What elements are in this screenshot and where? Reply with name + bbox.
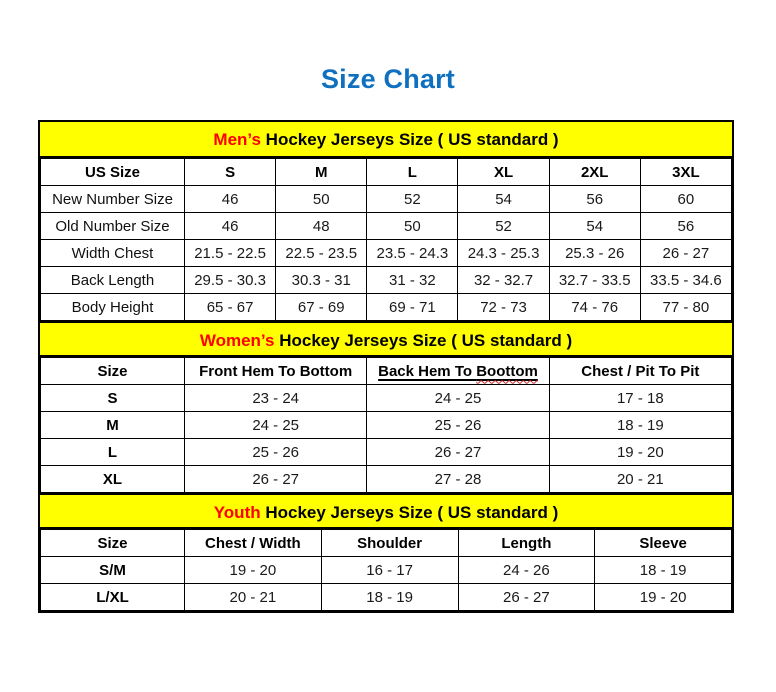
data-cell: 24 - 25 [367,385,549,412]
banner-rest-label: Hockey Jerseys Size ( US standard ) [260,130,559,149]
data-cell: 25 - 26 [367,412,549,439]
table-row [41,213,732,240]
mens-section [40,122,732,321]
table-row [41,584,732,611]
data-cell: 19 - 20 [185,557,322,584]
data-cell: 29.5 - 30.3 [185,267,276,294]
womens-section [40,321,732,493]
misspelled-word: Boottom [476,362,538,380]
data-cell: 24.3 - 25.3 [458,240,549,267]
table-row [41,294,732,321]
data-cell: 50 [276,186,367,213]
header-cell [549,358,731,385]
header-cell [458,530,595,557]
table-row [41,240,732,267]
data-cell: 20 - 21 [185,584,322,611]
data-cell: 46 [185,213,276,240]
banner-highlight-label: Men’s [213,130,261,149]
data-cell: 26 - 27 [185,466,367,493]
row-label: New Number Size [41,186,185,213]
data-cell: 25.3 - 26 [549,240,640,267]
data-cell: 19 - 20 [549,439,731,466]
womens-banner [40,321,732,357]
header-label: Chest / Width [205,534,301,552]
banner-highlight-label: Women’s [199,331,275,350]
youth-banner [40,493,732,529]
data-cell: 25 - 26 [185,439,367,466]
data-cell: 32.7 - 33.5 [549,267,640,294]
table-row [41,267,732,294]
data-cell: 17 - 18 [549,385,731,412]
data-cell: 24 - 26 [458,557,595,584]
data-cell: 77 - 80 [640,294,731,321]
data-cell: 56 [549,186,640,213]
header-cell [640,159,731,186]
banner-highlight-label: Youth [213,503,261,522]
row-label: S/M [41,557,185,584]
data-cell: 32 - 32.7 [458,267,549,294]
table-row [41,186,732,213]
data-cell: 30.3 - 31 [276,267,367,294]
row-label: Width Chest [41,240,185,267]
header-label: 3XL [672,163,700,181]
header-cell [185,159,276,186]
banner-rest-label: Hockey Jerseys Size ( US standard ) [260,503,559,522]
header-label: Size [97,362,128,380]
header-label: 2XL [580,163,609,181]
header-label: M [314,163,328,181]
data-cell: 65 - 67 [185,294,276,321]
table-row [41,412,732,439]
header-cell [321,530,458,557]
header-cell [185,530,322,557]
header-label: Chest / Pit To Pit [581,362,700,380]
page-title: Size Chart [320,64,456,94]
header-cell [367,358,549,385]
header-cell [41,530,185,557]
header-label: US Size [84,163,141,181]
mens-header-row [41,159,732,186]
data-cell: 23 - 24 [185,385,367,412]
data-cell: 69 - 71 [367,294,458,321]
data-cell: 52 [367,186,458,213]
data-cell: 18 - 19 [549,412,731,439]
data-cell: 18 - 19 [595,557,732,584]
data-cell: 20 - 21 [549,466,731,493]
header-cell [41,358,185,385]
data-cell: 67 - 69 [276,294,367,321]
data-cell: 52 [458,213,549,240]
data-cell: 54 [458,186,549,213]
data-cell: 27 - 28 [367,466,549,493]
data-cell: 31 - 32 [367,267,458,294]
data-cell: 18 - 19 [321,584,458,611]
header-label: XL [493,163,514,181]
row-label: Old Number Size [41,213,185,240]
header-label: S [225,163,236,181]
data-cell: 26 - 27 [367,439,549,466]
row-label: M [41,412,185,439]
banner-rest-label: Hockey Jerseys Size ( US standard ) [274,331,573,350]
header-label: L [407,163,417,181]
data-cell: 24 - 25 [185,412,367,439]
table-row [41,385,732,412]
womens-header-row [41,358,732,385]
row-label: Body Height [41,294,185,321]
header-cell [458,159,549,186]
table-row [41,466,732,493]
size-chart-tables [38,120,734,613]
row-label: S [41,385,185,412]
header-cell [41,159,185,186]
row-label: XL [41,466,185,493]
data-cell: 16 - 17 [321,557,458,584]
row-label: L [41,439,185,466]
data-cell: 72 - 73 [458,294,549,321]
data-cell: 22.5 - 23.5 [276,240,367,267]
mens-banner [40,122,732,158]
data-cell: 26 - 27 [640,240,731,267]
mens-table [40,158,732,321]
header-label: Sleeve [639,534,687,552]
header-cell [595,530,732,557]
data-cell: 33.5 - 34.6 [640,267,731,294]
data-cell: 21.5 - 22.5 [185,240,276,267]
data-cell: 19 - 20 [595,584,732,611]
header-label: Front Hem To Bottom [199,362,353,380]
data-cell: 48 [276,213,367,240]
data-cell: 74 - 76 [549,294,640,321]
header-cell [367,159,458,186]
header-cell [276,159,367,186]
header-label: Length [501,534,552,552]
header-label-text: Back Hem To [378,362,477,380]
data-cell: 60 [640,186,731,213]
data-cell: 26 - 27 [458,584,595,611]
data-cell: 46 [185,186,276,213]
header-label: Size [97,534,128,552]
header-cell [549,159,640,186]
header-label [378,363,538,380]
womens-table [40,357,732,493]
header-cell [185,358,367,385]
youth-header-row [41,530,732,557]
header-label: Shoulder [357,534,423,552]
data-cell: 56 [640,213,731,240]
table-row [41,557,732,584]
row-label: Back Length [41,267,185,294]
data-cell: 23.5 - 24.3 [367,240,458,267]
table-row [41,439,732,466]
youth-section [40,493,732,611]
data-cell: 50 [367,213,458,240]
youth-table [40,529,732,611]
row-label: L/XL [41,584,185,611]
data-cell: 54 [549,213,640,240]
